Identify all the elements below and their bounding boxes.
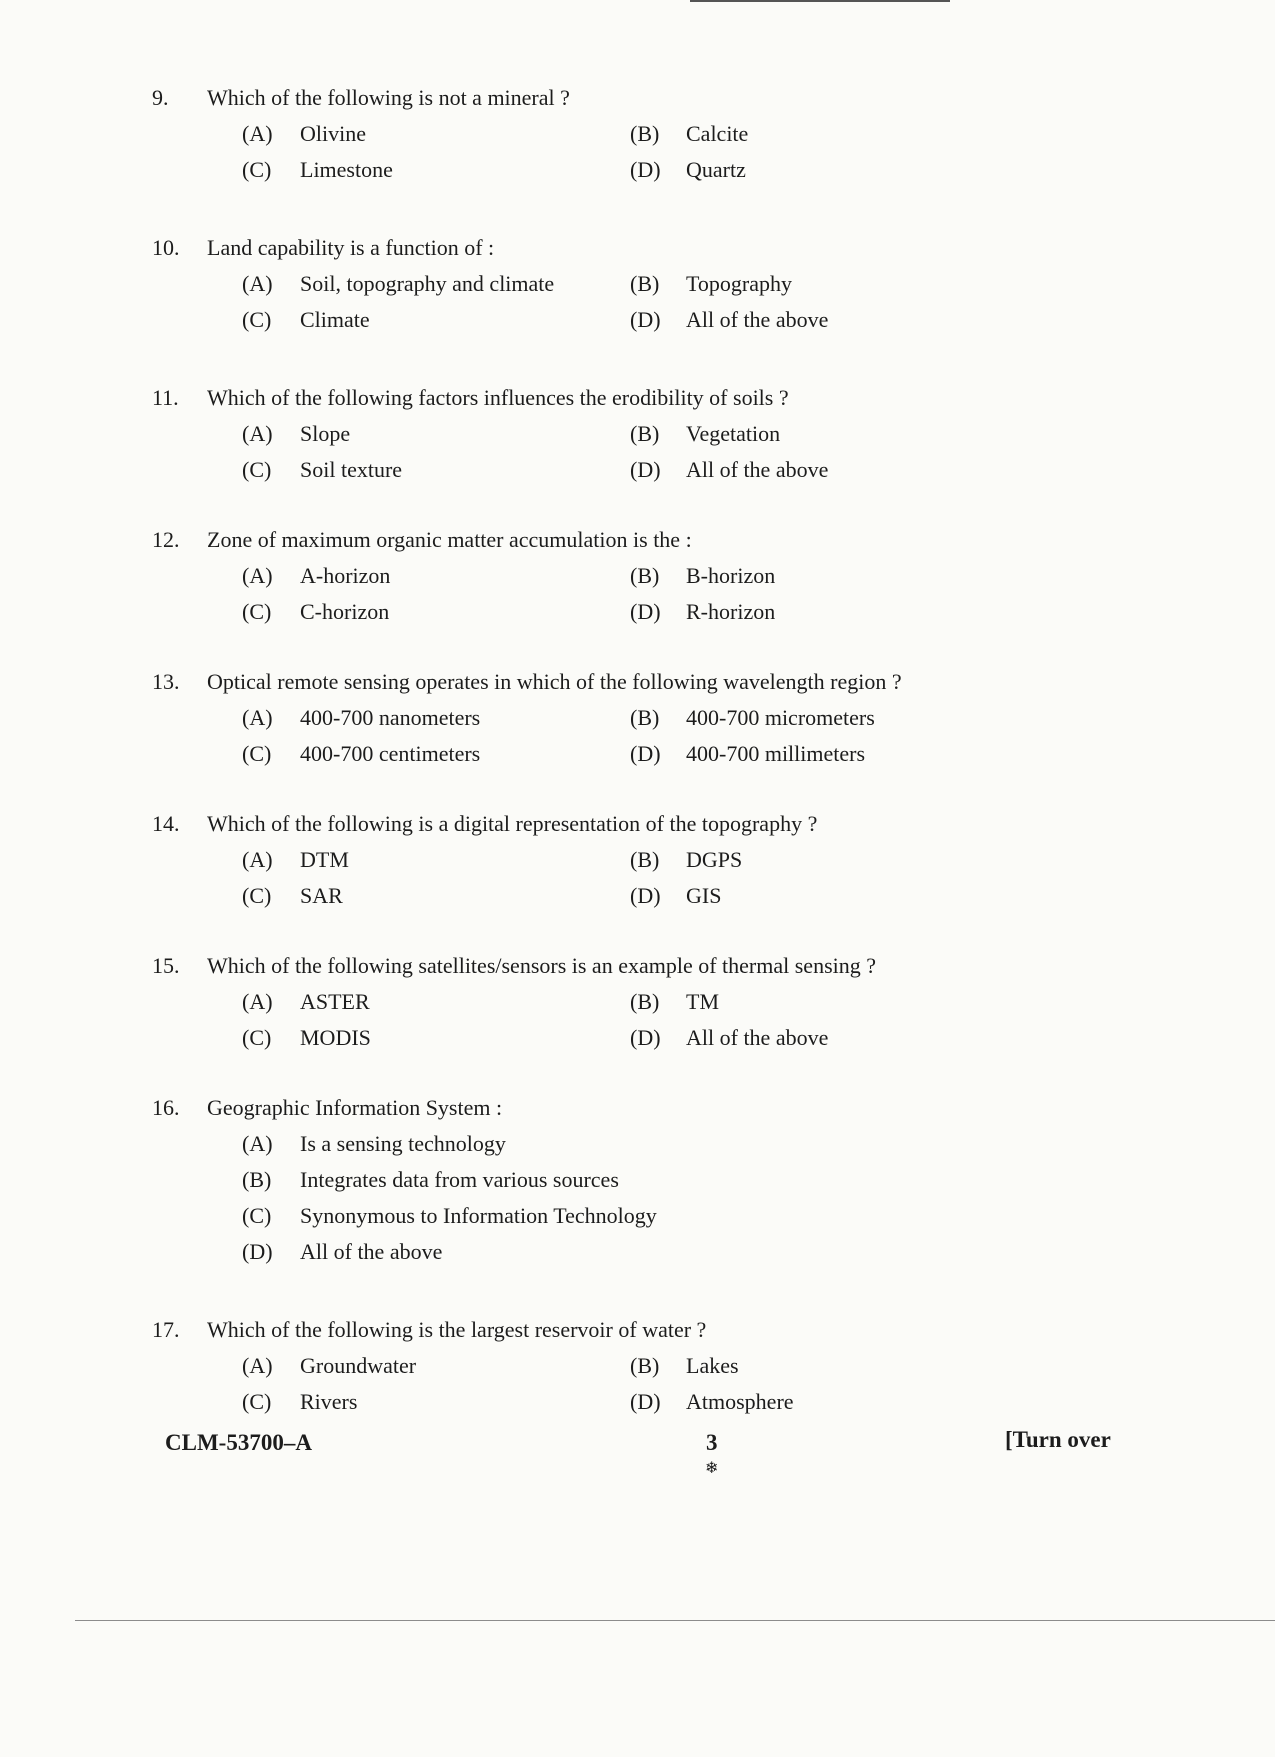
page-number: 3 <box>706 1430 718 1455</box>
question-number: 15. <box>152 953 180 978</box>
option-text: Olivine <box>300 121 366 146</box>
question-10 <box>152 230 1012 338</box>
option-text: DTM <box>300 847 349 872</box>
option-text: Limestone <box>300 157 393 182</box>
snowflake-icon: ❄ <box>705 1460 719 1477</box>
option-text: 400-700 centimeters <box>300 741 481 766</box>
top-rule <box>690 0 950 2</box>
question-text: Which of the following satellites/sensors is an example of thermal sensing ? <box>207 953 877 978</box>
question-number: 12. <box>152 527 180 552</box>
option-text: TM <box>686 989 719 1014</box>
option-label: (B) <box>630 121 660 146</box>
question-number: 13. <box>152 669 180 694</box>
option-text: Integrates data from various sources <box>300 1167 619 1192</box>
option-label: (C) <box>242 307 272 332</box>
option-text: B-horizon <box>686 563 776 588</box>
option-text: Soil, topography and climate <box>300 271 555 296</box>
option-label: (C) <box>242 1389 272 1414</box>
option-label: (B) <box>630 705 660 730</box>
option-label: (C) <box>242 741 272 766</box>
question-text: Optical remote sensing operates in which of the following wavelength region ? <box>207 669 902 694</box>
option-label: (B) <box>630 989 660 1014</box>
option-text: GIS <box>686 883 722 908</box>
question-number: 11. <box>152 385 179 410</box>
question-number: 10. <box>152 235 180 260</box>
option-text: Slope <box>300 421 351 446</box>
option-label: (A) <box>242 271 273 296</box>
option-label: (C) <box>242 1203 272 1228</box>
question-number: 14. <box>152 811 180 836</box>
option-label: (D) <box>630 307 661 332</box>
option-text: All of the above <box>686 307 829 332</box>
question-17 <box>152 1312 1012 1420</box>
question-text: Geographic Information System : <box>207 1095 503 1120</box>
question-16 <box>152 1090 1012 1270</box>
option-label: (C) <box>242 157 272 182</box>
option-label: (B) <box>242 1167 272 1192</box>
option-text: ASTER <box>300 989 370 1014</box>
option-label: (D) <box>630 157 661 182</box>
option-text: Climate <box>300 307 370 332</box>
option-label: (B) <box>630 563 660 588</box>
option-text: MODIS <box>300 1025 371 1050</box>
option-label: (A) <box>242 989 273 1014</box>
question-text: Which of the following is not a mineral ? <box>207 85 570 110</box>
option-text: 400-700 nanometers <box>300 705 481 730</box>
option-label: (B) <box>630 421 660 446</box>
question-11 <box>152 380 1012 488</box>
option-text: Vegetation <box>686 421 781 446</box>
option-label: (B) <box>630 847 660 872</box>
option-text: All of the above <box>686 1025 829 1050</box>
bottom-rule <box>75 1620 1275 1621</box>
question-text: Which of the following is the largest reservoir of water ? <box>207 1317 707 1342</box>
option-label: (A) <box>242 705 273 730</box>
option-label: (C) <box>242 883 272 908</box>
option-text: All of the above <box>686 457 829 482</box>
option-label: (C) <box>242 1025 272 1050</box>
option-text: Synonymous to Information Technology <box>300 1203 657 1228</box>
option-label: (D) <box>630 1389 661 1414</box>
page-footer <box>0 1427 1275 1490</box>
option-label: (C) <box>242 599 272 624</box>
question-9 <box>152 80 1012 188</box>
option-label: (A) <box>242 563 273 588</box>
option-text: All of the above <box>300 1239 443 1264</box>
question-text: Land capability is a function of : <box>207 235 495 260</box>
option-text: Lakes <box>686 1353 739 1378</box>
question-number: 9. <box>152 85 169 110</box>
option-label: (D) <box>630 883 661 908</box>
question-number: 17. <box>152 1317 180 1342</box>
turn-over-note: [Turn over <box>1005 1427 1111 1452</box>
option-text: Is a sensing technology <box>300 1131 506 1156</box>
option-text: Rivers <box>300 1389 358 1414</box>
option-label: (D) <box>630 599 661 624</box>
option-text: A-horizon <box>300 563 391 588</box>
option-label: (D) <box>630 457 661 482</box>
option-label: (D) <box>630 1025 661 1050</box>
option-text: Topography <box>686 271 792 296</box>
option-text: 400-700 millimeters <box>686 741 866 766</box>
question-text: Zone of maximum organic matter accumulation is the : <box>207 527 692 552</box>
question-number: 16. <box>152 1095 180 1120</box>
option-text: Soil texture <box>300 457 403 482</box>
question-12 <box>152 522 1012 630</box>
option-text: 400-700 micrometers <box>686 705 875 730</box>
option-text: Quartz <box>686 157 746 182</box>
option-label: (A) <box>242 421 273 446</box>
option-label: (A) <box>242 1353 273 1378</box>
option-text: DGPS <box>686 847 743 872</box>
option-label: (D) <box>630 741 661 766</box>
question-15 <box>152 948 1012 1056</box>
option-text: Atmosphere <box>686 1389 794 1414</box>
option-label: (C) <box>242 457 272 482</box>
paper-code: CLM-53700–A <box>165 1430 312 1455</box>
option-text: SAR <box>300 883 343 908</box>
option-label: (A) <box>242 847 273 872</box>
option-text: R-horizon <box>686 599 776 624</box>
question-text: Which of the following factors influences the erodibility of soils ? <box>207 385 789 410</box>
question-13 <box>152 664 1012 772</box>
option-label: (D) <box>242 1239 273 1264</box>
option-text: Calcite <box>686 121 749 146</box>
option-label: (A) <box>242 121 273 146</box>
option-label: (B) <box>630 271 660 296</box>
question-14 <box>152 806 1012 914</box>
option-text: C-horizon <box>300 599 390 624</box>
option-label: (B) <box>630 1353 660 1378</box>
question-text: Which of the following is a digital representation of the topography ? <box>207 811 818 836</box>
option-text: Groundwater <box>300 1353 417 1378</box>
option-label: (A) <box>242 1131 273 1156</box>
